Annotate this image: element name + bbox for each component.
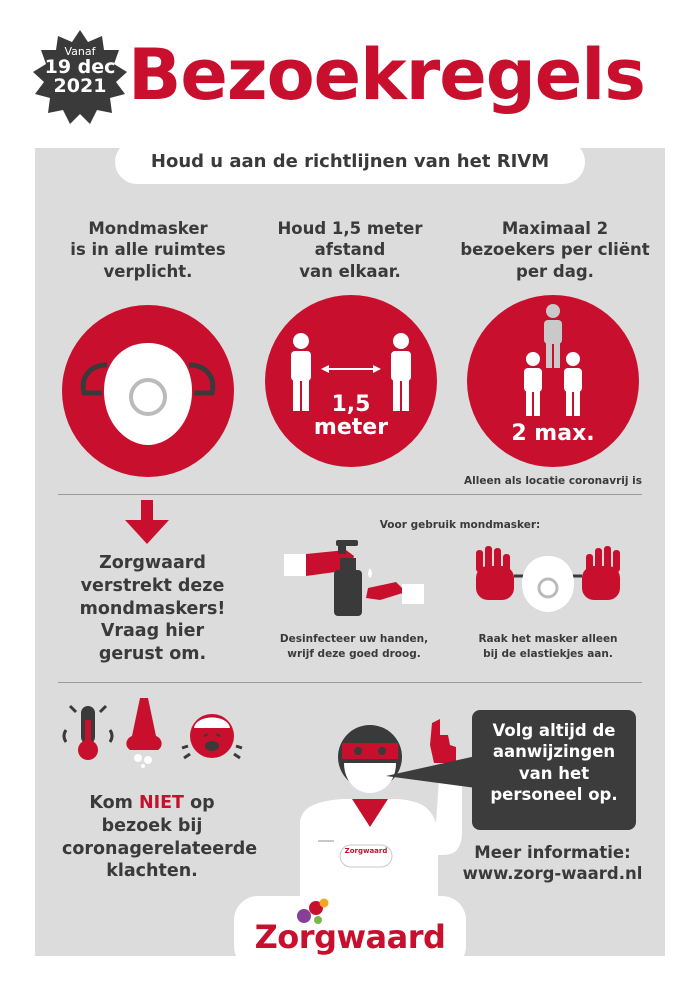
divider <box>58 494 642 495</box>
before-use-heading: Voor gebruik mondmasker: <box>379 519 541 531</box>
masks-provided-line: Vraag hier <box>100 621 205 642</box>
bubble-line: van het <box>518 763 590 783</box>
rule-distance-line: Houd 1,5 meter <box>277 219 423 238</box>
mask-circle <box>62 305 234 477</box>
rule-mask-text <box>53 218 243 282</box>
hands-mask-icon <box>468 546 628 616</box>
rule-distance-line: van elkaar. <box>299 261 401 281</box>
subtitle: Houd u aan de richtlijnen van het RIVM <box>115 140 585 184</box>
step1-line: Desinfecteer uw handen, <box>279 633 429 645</box>
rule-distance-text <box>255 218 445 282</box>
distance-circle <box>265 295 437 467</box>
symptoms-post: op <box>184 793 215 813</box>
symptoms-line: klachten. <box>106 861 198 882</box>
distance-icon <box>265 295 437 467</box>
step1-line: wrijf deze goed droog. <box>287 648 421 661</box>
logo-part: Z <box>254 918 278 956</box>
max-visitors-label: 2 max. <box>511 421 595 446</box>
symptoms-line <box>62 792 242 815</box>
website-link[interactable]: www.zorg-waard.nl <box>462 864 643 884</box>
symptoms-pre: Kom <box>89 793 139 813</box>
page-title: Bezoekregels <box>128 34 645 116</box>
rule-visitors-line: per dag. <box>516 261 594 281</box>
rule-mask-line: is in alle ruimtes <box>70 240 226 260</box>
runny-nose-icon <box>122 698 166 768</box>
instruction-bubble <box>472 710 636 830</box>
rule-visitors-line: Maximaal 2 <box>501 219 609 238</box>
step2-line: Raak het masker alleen <box>478 633 618 645</box>
location-note: Alleen als locatie coronavrij is <box>464 475 642 487</box>
symptoms-text <box>62 792 258 883</box>
more-info <box>455 842 650 885</box>
coughing-face-icon <box>180 704 244 766</box>
bubble-line: personeel op. <box>490 785 618 805</box>
divider <box>58 682 642 683</box>
bubble-line: aanwijzingen <box>492 742 616 762</box>
name-badge-logo: Zorgwaard <box>344 847 388 855</box>
badge-vanaf: Vanaf <box>64 45 96 58</box>
thermometer-icon <box>58 700 118 764</box>
masks-provided-line: mondmaskers! <box>79 598 226 619</box>
badge-date: 19 dec <box>44 55 116 78</box>
logo-part: rgwaard <box>298 918 446 956</box>
symptoms-line: bezoek bij <box>101 815 203 836</box>
face-mask-icon <box>62 305 234 477</box>
symptoms-line: coronagerelateerde <box>62 838 258 859</box>
symptoms-emphasis: NIET <box>138 793 184 813</box>
speech-bubble-tail <box>386 752 476 792</box>
staff-member-illustration <box>290 705 470 905</box>
hand-sanitizer-icon <box>284 540 424 616</box>
rule-mask-line: verplicht. <box>103 261 193 281</box>
masks-provided-line: Zorgwaard <box>99 553 206 573</box>
distance-unit: meter <box>313 415 389 441</box>
rule-distance-line: afstand <box>314 240 386 260</box>
rule-visitors-text <box>455 218 655 282</box>
step2-line: bij de elastiekjes aan. <box>483 648 613 661</box>
rule-visitors-line: bezoekers per cliënt <box>460 240 650 260</box>
distance-value: 1,5 <box>331 392 371 417</box>
masks-provided-text <box>75 552 230 666</box>
step2-caption <box>468 632 628 662</box>
date-badge-text <box>30 46 130 97</box>
masks-provided-line: gerust om. <box>98 644 207 664</box>
arrow-down-icon <box>122 500 172 546</box>
masks-provided-line: verstrekt deze <box>80 575 225 596</box>
logo-part: o <box>277 918 299 956</box>
step1-caption <box>274 632 434 662</box>
bubble-line: Volg altijd de <box>492 721 616 740</box>
more-info-label: Meer informatie: <box>474 843 631 862</box>
badge-year: 2021 <box>53 75 107 98</box>
zorgwaard-logo <box>240 918 460 956</box>
visitors-circle <box>467 295 639 467</box>
rule-mask-line: Mondmasker <box>88 219 208 238</box>
